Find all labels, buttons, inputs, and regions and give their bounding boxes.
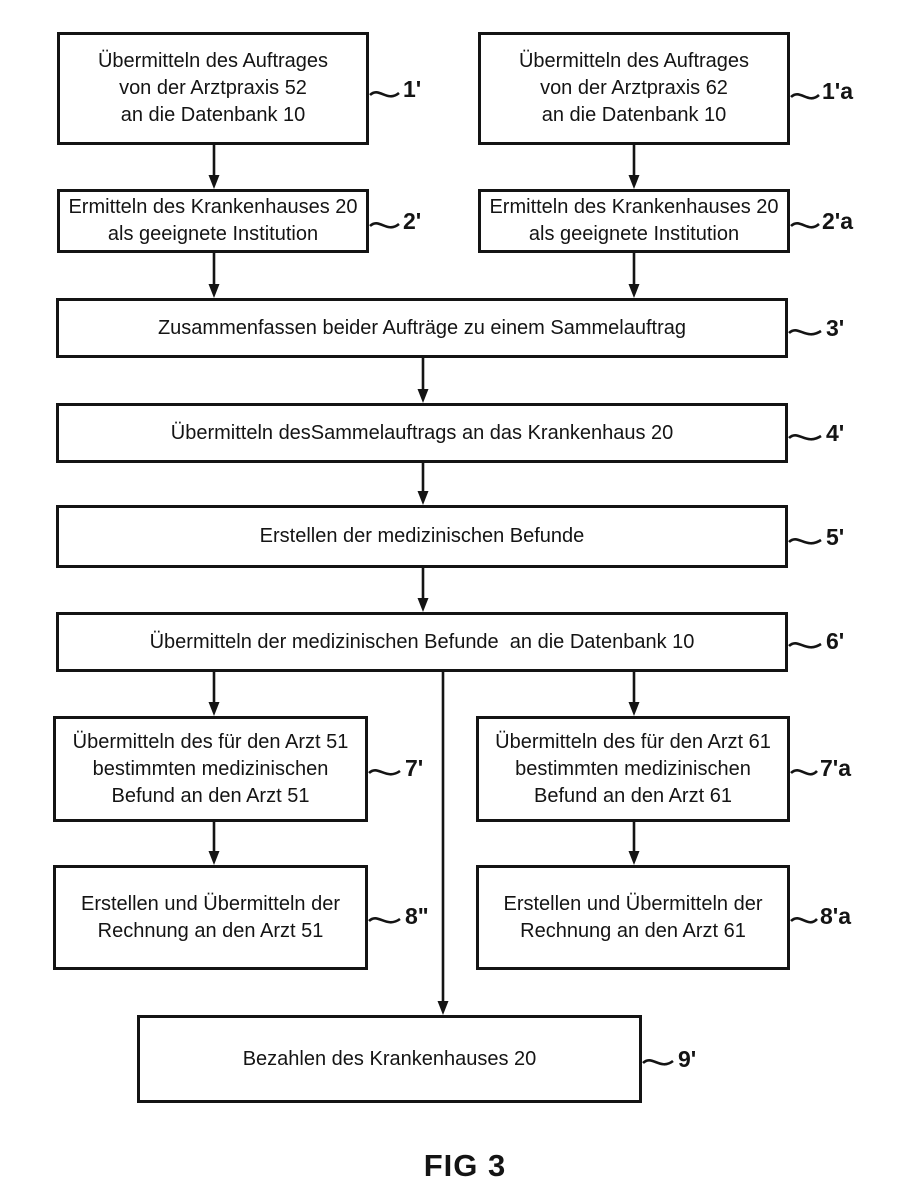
ref-label-5: 5': [826, 524, 845, 550]
step-box-3: Zusammenfassen beider Aufträge zu einem Sammelauftrag: [56, 298, 788, 358]
ref-label-7: 7': [405, 755, 424, 781]
ref-label-8: 8": [405, 903, 429, 929]
step-box-7a: Übermitteln des für den Arzt 61 bestimmten medizinischen Befund an den Arzt 61: [476, 716, 790, 822]
step-box-9: Bezahlen des Krankenhauses 20: [137, 1015, 642, 1103]
step-box-1: Übermitteln des Auftrages von der Arztpraxis 52 an die Datenbank 10: [57, 32, 369, 145]
figure-caption: FIG 3: [423, 1148, 507, 1183]
ref-label-1a: 1'a: [822, 78, 854, 104]
step-box-1a: Übermitteln des Auftrages von der Arztpraxis 62 an die Datenbank 10: [478, 32, 790, 145]
ref-label-8a: 8'a: [820, 903, 852, 929]
step-box-8: Erstellen und Übermitteln der Rechnung an den Arzt 51: [53, 865, 368, 970]
step-box-7: Übermitteln des für den Arzt 51 bestimmten medizinischen Befund an den Arzt 51: [53, 716, 368, 822]
step-box-6: Übermitteln der medizinischen Befunde an die Datenbank 10: [56, 612, 788, 672]
ref-label-1: 1': [403, 76, 422, 102]
step-box-5: Erstellen der medizinischen Befunde: [56, 505, 788, 568]
ref-label-2a: 2'a: [822, 208, 854, 234]
ref-label-7a: 7'a: [820, 755, 852, 781]
ref-label-6: 6': [826, 628, 845, 654]
step-box-8a: Erstellen und Übermitteln der Rechnung an den Arzt 61: [476, 865, 790, 970]
step-box-2a: Ermitteln des Krankenhauses 20 als geeignete Institution: [478, 189, 790, 253]
ref-label-4: 4': [826, 420, 845, 446]
ref-label-3: 3': [826, 315, 845, 341]
ref-label-9: 9': [678, 1046, 697, 1072]
step-box-4: Übermitteln desSammelauftrags an das Krankenhaus 20: [56, 403, 788, 463]
ref-label-2: 2': [403, 208, 422, 234]
step-box-2: Ermitteln des Krankenhauses 20 als geeignete Institution: [57, 189, 369, 253]
